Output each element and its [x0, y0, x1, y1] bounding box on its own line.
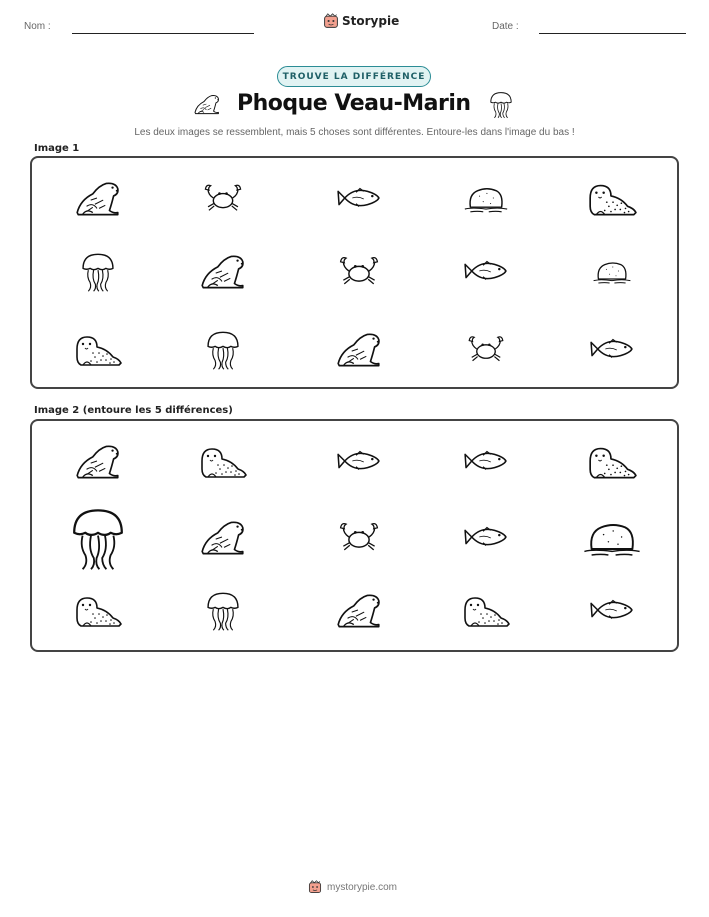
fish-icon: [461, 518, 511, 556]
name-field[interactable]: [72, 33, 254, 34]
instructions: Les deux images se ressemblent, mais 5 choses sont différentes. Entoure-les dans l'image du bas !: [134, 127, 575, 138]
image1-label: Image 1: [34, 143, 80, 154]
scene-item: [201, 325, 245, 373]
name-label: Nom :: [24, 21, 51, 32]
seal-icon: [192, 92, 222, 116]
spotted-seal-icon: [73, 328, 123, 370]
scene-item: [586, 177, 638, 219]
scene-item[interactable]: [334, 442, 384, 480]
footer: [308, 880, 397, 894]
seal-icon: [72, 177, 124, 219]
spotted-seal-icon: [586, 440, 638, 482]
scene-item: [72, 177, 124, 219]
scene-item[interactable]: [582, 513, 642, 561]
scene-item: [333, 328, 385, 370]
scene-item: [463, 179, 509, 217]
footer-url: mystorypie.com: [327, 881, 398, 893]
fish-icon: [334, 442, 384, 480]
scene-item[interactable]: [586, 440, 638, 482]
scene-item[interactable]: [73, 589, 123, 631]
brand-logo: [323, 13, 399, 29]
storypie-logo-icon: [323, 13, 339, 29]
spotted-seal-icon: [73, 589, 123, 631]
scene-item: [334, 179, 384, 217]
activity-badge: TROUVE LA DIFFÉRENCE: [277, 66, 431, 87]
image1-panel: [30, 156, 679, 389]
scene-item[interactable]: [201, 586, 245, 634]
fish-icon: [587, 591, 637, 629]
scene-item[interactable]: [336, 517, 382, 557]
rock-icon: [463, 179, 509, 217]
scene-item: [73, 328, 123, 370]
fish-icon: [461, 442, 511, 480]
scene-item[interactable]: [461, 518, 511, 556]
jellyfish-icon: [201, 586, 245, 634]
scene-item: [461, 252, 511, 290]
date-label: Date :: [492, 21, 519, 32]
rock-icon: [582, 513, 642, 561]
scene-item: [587, 330, 637, 368]
scene-item[interactable]: [333, 589, 385, 631]
scene-item: [592, 253, 632, 289]
jellyfish-icon: [201, 325, 245, 373]
seal-icon: [197, 250, 249, 292]
scene-item[interactable]: [198, 441, 248, 481]
fish-icon: [461, 252, 511, 290]
jellyfish-icon: [76, 247, 120, 295]
seal-icon: [72, 440, 124, 482]
rock-icon: [592, 253, 632, 289]
spotted-seal-icon: [586, 177, 638, 219]
fish-icon: [334, 179, 384, 217]
image2-label: Image 2 (entoure les 5 différences): [34, 405, 233, 416]
scene-item[interactable]: [461, 589, 511, 631]
image2-panel[interactable]: [30, 419, 679, 652]
scene-item[interactable]: [461, 442, 511, 480]
jellyfish-icon: [486, 89, 516, 119]
fish-icon: [587, 330, 637, 368]
scene-item: [201, 179, 245, 217]
scene-item[interactable]: [63, 502, 133, 572]
page-title: Phoque Veau-Marin: [237, 91, 471, 116]
scene-item[interactable]: [587, 591, 637, 629]
storypie-logo-icon: [308, 880, 322, 894]
crab-icon: [336, 251, 382, 291]
spotted-seal-icon: [198, 441, 248, 481]
date-field[interactable]: [539, 33, 686, 34]
crab-icon: [201, 179, 245, 217]
scene-item: [465, 330, 507, 368]
seal-icon: [197, 516, 249, 558]
scene-item[interactable]: [72, 440, 124, 482]
jellyfish-icon: [63, 502, 133, 572]
scene-item: [197, 250, 249, 292]
seal-icon: [333, 328, 385, 370]
spotted-seal-icon: [461, 589, 511, 631]
scene-item: [336, 251, 382, 291]
brand-name: Storypie: [342, 14, 400, 28]
scene-item: [76, 247, 120, 295]
seal-icon: [333, 589, 385, 631]
scene-item[interactable]: [197, 516, 249, 558]
crab-icon: [465, 330, 507, 368]
crab-icon: [336, 517, 382, 557]
